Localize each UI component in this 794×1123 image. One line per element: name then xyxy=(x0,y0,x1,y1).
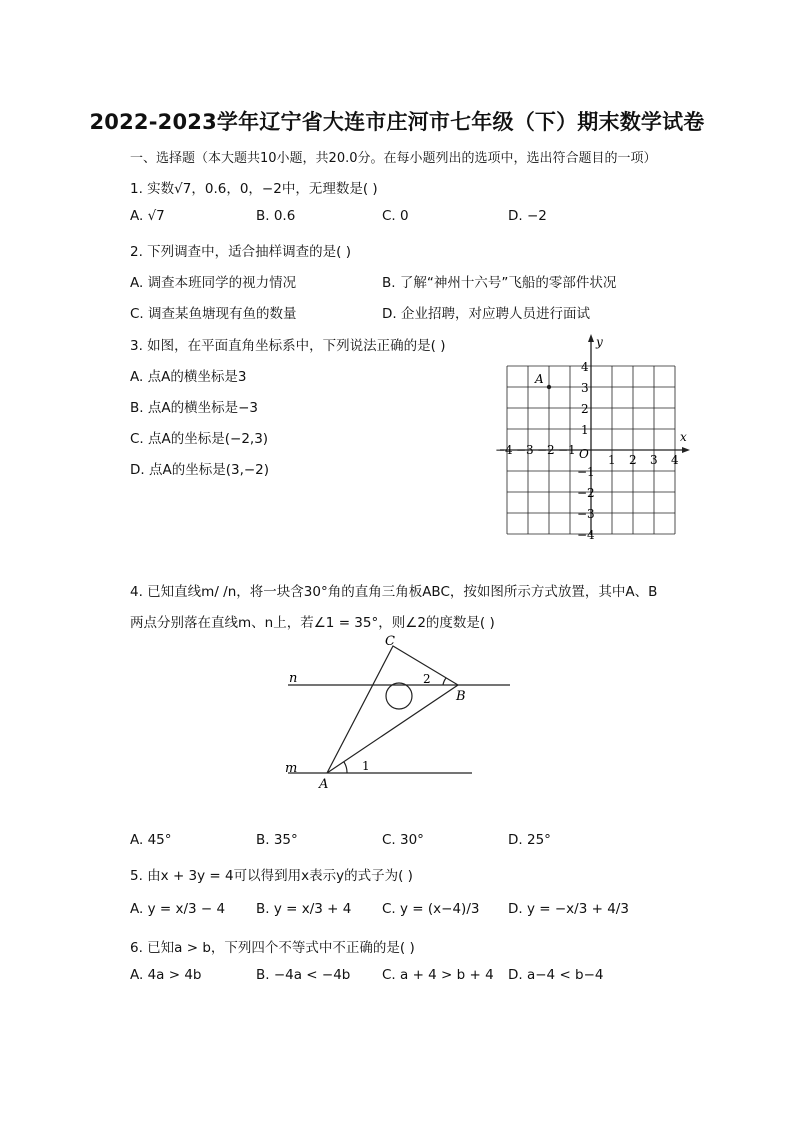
q3-option-a: A. 点A的横坐标是3 xyxy=(130,369,247,385)
section-heading: 一、选择题（本大题共10小题，共20.0分。在每小题列出的选项中，选出符合题目的一项） xyxy=(130,151,657,166)
q6-option-a: A. 4a > 4b xyxy=(130,967,202,983)
label-b: B xyxy=(456,689,466,704)
q1-option-c: C. 0 xyxy=(382,208,409,224)
point-a-label: A xyxy=(535,372,544,386)
q4-stem-line1: 4. 已知直线m/ /n，将一块含30°角的直角三角板ABC，按如图所示方式放置，其中A、B xyxy=(130,584,658,600)
label-n: n xyxy=(289,671,298,686)
label-a: A xyxy=(319,777,329,792)
q2-stem: 2. 下列调查中，适合抽样调查的是( ) xyxy=(130,244,351,260)
q5-stem: 5. 由x + 3y = 4可以得到用x表示y的式子为( ) xyxy=(130,868,413,884)
q3-coordinate-grid xyxy=(490,330,700,545)
q6-stem: 6. 已知a > b，下列四个不等式中不正确的是( ) xyxy=(130,940,415,956)
q1-option-a: A. √7 xyxy=(130,208,165,224)
label-c: C xyxy=(385,634,395,649)
x-tick-label: −4 xyxy=(495,443,513,457)
q5-option-a: A. y = x/3 − 4 xyxy=(130,901,226,917)
paper-title: 2022-2023学年辽宁省大连市庄河市七年级（下）期末数学试卷 xyxy=(89,110,705,134)
y-tick-label: 3 xyxy=(581,381,589,395)
x-tick-label: 1 xyxy=(608,453,616,467)
x-tick-label: 2 xyxy=(629,453,637,467)
x-tick-label: −2 xyxy=(537,443,555,457)
triangle-abc xyxy=(327,646,458,773)
q2-option-d: D. 企业招聘，对应聘人员进行面试 xyxy=(382,306,590,322)
q3-option-c: C. 点A的坐标是(−2,3) xyxy=(130,431,269,447)
origin-label: O xyxy=(579,447,589,461)
q2-option-a: A. 调查本班同学的视力情况 xyxy=(130,275,297,291)
q5-option-b: B. y = x/3 + 4 xyxy=(256,901,352,917)
q3-stem: 3. 如图，在平面直角坐标系中，下列说法正确的是( ) xyxy=(130,338,446,354)
angle-1-arc xyxy=(344,762,347,773)
q6-option-b: B. −4a < −4b xyxy=(256,967,351,983)
x-tick-label: −1 xyxy=(558,443,576,457)
q6-option-c: C. a + 4 > b + 4 xyxy=(382,967,494,983)
angle-2-arc xyxy=(443,678,446,685)
point-a xyxy=(547,385,551,389)
q1-option-d: D. −2 xyxy=(508,208,547,224)
x-tick-label: 3 xyxy=(650,453,658,467)
x-tick-label: 4 xyxy=(671,453,679,467)
q1-stem: 1. 实数√7，0.6，0，−2中，无理数是( ) xyxy=(130,181,378,197)
y-axis-label: y xyxy=(596,335,603,349)
q5-option-c: C. y = (x−4)/3 xyxy=(382,901,480,917)
q4-option-a: A. 45° xyxy=(130,832,172,848)
x-axis-arrow xyxy=(682,447,690,453)
q4-option-d: D. 25° xyxy=(508,832,551,848)
angle-1-label: 1 xyxy=(362,759,370,773)
x-tick-label: −3 xyxy=(516,443,534,457)
y-tick-label: 1 xyxy=(581,423,589,437)
triangle-hole xyxy=(386,683,412,709)
q4-triangle-figure xyxy=(275,630,520,795)
y-tick-label: 4 xyxy=(581,360,589,374)
q4-option-b: B. 35° xyxy=(256,832,298,848)
q1-option-b: B. 0.6 xyxy=(256,208,296,224)
q3-option-d: D. 点A的坐标是(3,−2) xyxy=(130,462,270,478)
q3-option-b: B. 点A的横坐标是−3 xyxy=(130,400,258,416)
q2-option-c: C. 调查某鱼塘现有鱼的数量 xyxy=(130,306,297,322)
q6-option-d: D. a−4 < b−4 xyxy=(508,967,604,983)
y-tick-label: −1 xyxy=(577,465,595,479)
y-tick-label: −2 xyxy=(577,486,595,500)
x-axis-label: x xyxy=(680,430,687,444)
y-axis-arrow xyxy=(588,334,594,342)
y-tick-label: 2 xyxy=(581,402,589,416)
label-m: m xyxy=(285,761,298,776)
y-tick-label: −3 xyxy=(577,507,595,521)
q4-option-c: C. 30° xyxy=(382,832,424,848)
q4-stem-line2: 两点分别落在直线m、n上，若∠1 = 35°，则∠2的度数是( ) xyxy=(130,615,495,631)
q2-option-b: B. 了解“神州十六号”飞船的零部件状况 xyxy=(382,275,617,291)
y-tick-label: −4 xyxy=(577,528,595,542)
q5-option-d: D. y = −x/3 + 4/3 xyxy=(508,901,629,917)
angle-2-label: 2 xyxy=(423,672,431,686)
